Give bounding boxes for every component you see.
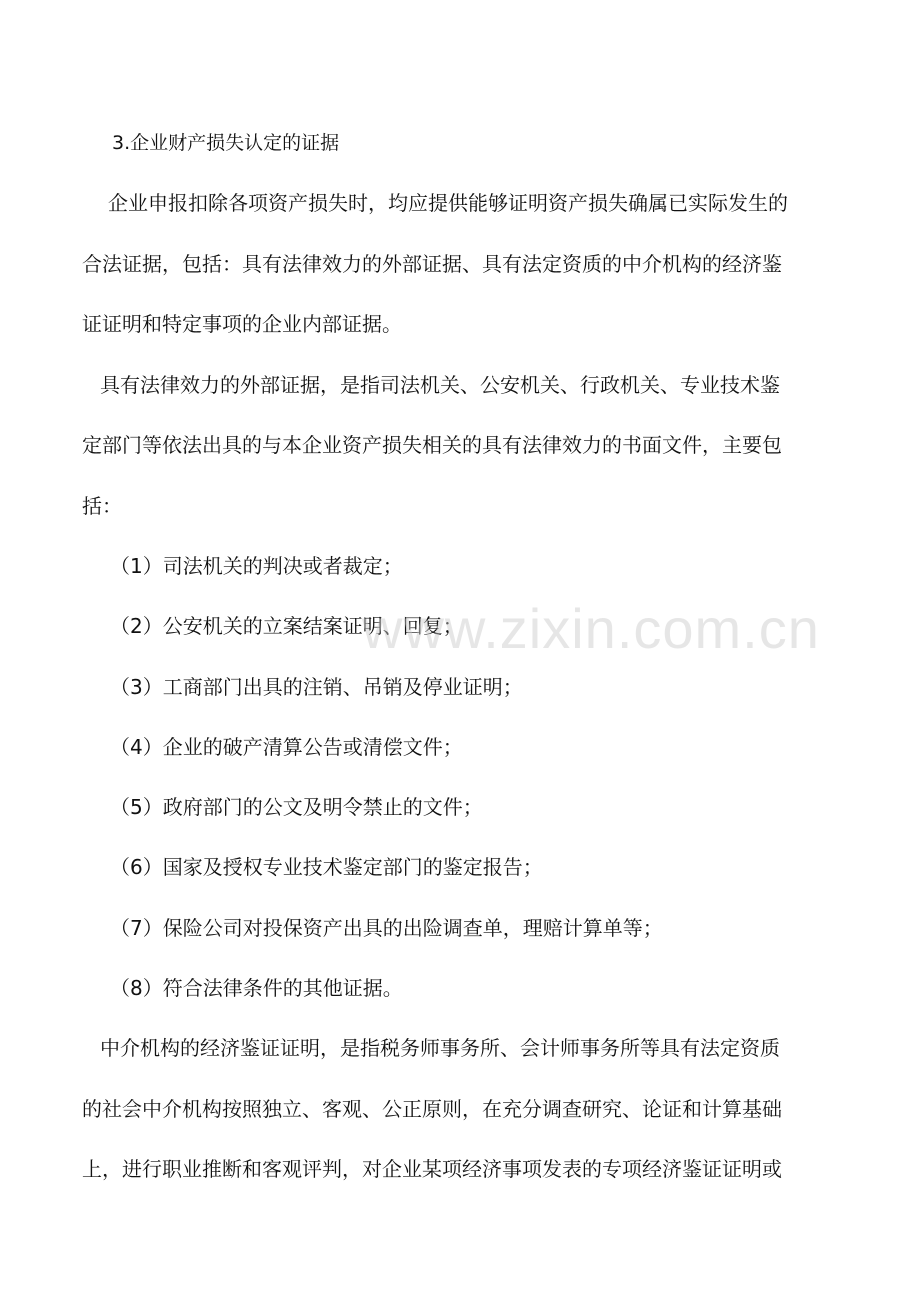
list-item: （2）公安机关的立案结案证明、回复； <box>110 614 463 638</box>
paragraph-1-line-3: 证证明和特定事项的企业内部证据。 <box>82 312 402 336</box>
paragraph-3-line-2: 的社会中介机构按照独立、客观、公正原则，在充分调查研究、论证和计算基础 <box>82 1097 782 1121</box>
list-item: （7）保险公司对投保资产出具的出险调查单，理赔计算单等； <box>110 916 663 940</box>
list-item: （1）司法机关的判决或者裁定； <box>110 554 403 578</box>
list-item: （6）国家及授权专业技术鉴定部门的鉴定报告； <box>110 855 543 879</box>
paragraph-3-line-1: 中介机构的经济鉴证证明，是指税务师事务所、会计师事务所等具有法定资质 <box>100 1036 780 1060</box>
paragraph-3-line-3: 上，进行职业推断和客观评判，对企业某项经济事项发表的专项经济鉴证证明或 <box>82 1157 782 1181</box>
section-heading: 3.企业财产损失认定的证据 <box>112 132 340 154</box>
watermark: www.zixin.com.cn <box>362 597 820 660</box>
paragraph-2-line-1: 具有法律效力的外部证据，是指司法机关、公安机关、行政机关、专业技术鉴 <box>100 373 780 397</box>
paragraph-1-line-1: 企业申报扣除各项资产损失时，均应提供能够证明资产损失确属已实际发生的 <box>108 191 788 215</box>
paragraph-1-line-2: 合法证据，包括：具有法律效力的外部证据、具有法定资质的中介机构的经济鉴 <box>82 252 782 276</box>
list-item: （4）企业的破产清算公告或清偿文件； <box>110 735 463 759</box>
list-item: （5）政府部门的公文及明令禁止的文件； <box>110 795 483 819</box>
paragraph-2-line-3: 括： <box>82 494 122 518</box>
list-item: （8）符合法律条件的其他证据。 <box>110 976 403 1000</box>
list-item: （3）工商部门出具的注销、吊销及停业证明； <box>110 675 523 699</box>
paragraph-2-line-2: 定部门等依法出具的与本企业资产损失相关的具有法律效力的书面文件，主要包 <box>82 433 782 457</box>
